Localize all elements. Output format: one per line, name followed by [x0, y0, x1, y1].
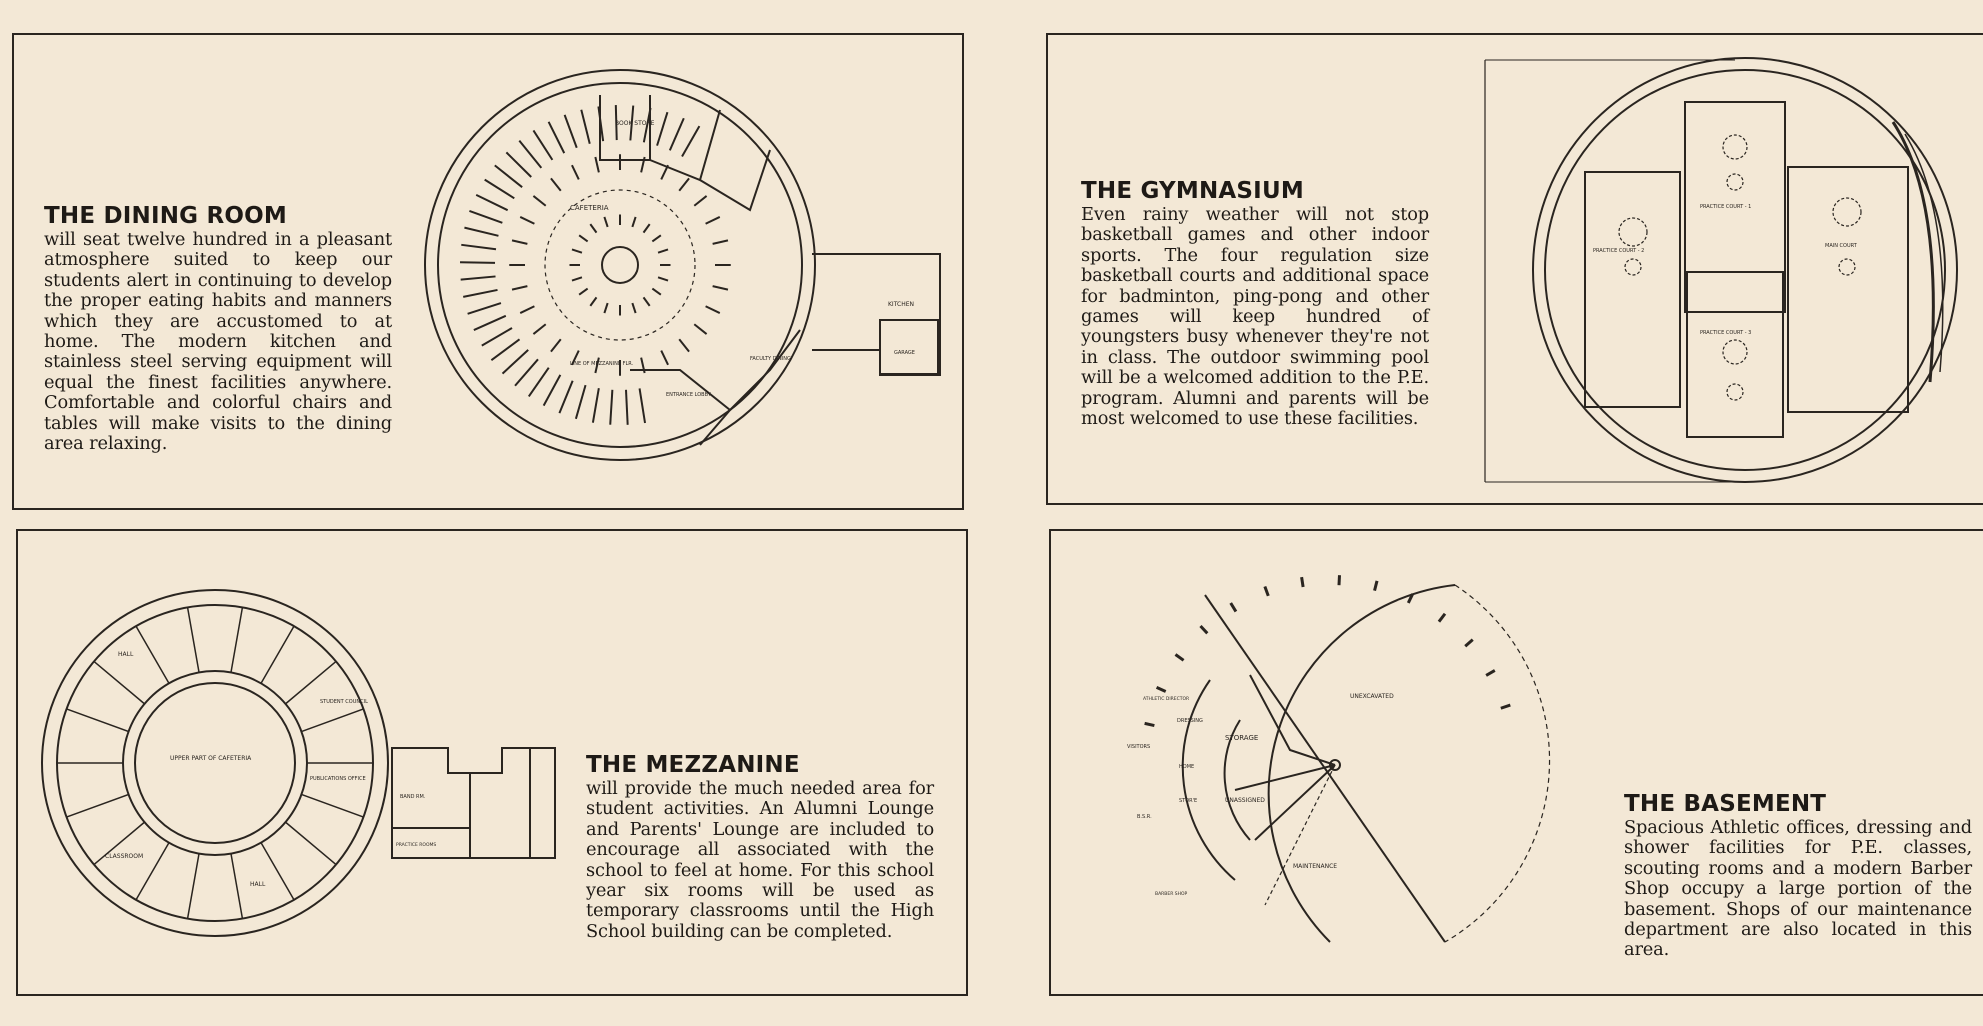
dining-table [463, 290, 497, 297]
dining-table [506, 152, 531, 177]
dining-table [657, 112, 667, 145]
dining-table [512, 286, 527, 290]
room-divider [261, 626, 294, 683]
dining-table [644, 224, 650, 232]
dining-table [520, 306, 534, 313]
room-divider [231, 854, 242, 919]
dining-room-description: will seat twelve hundred in a pleasant atmosphere suited to keep our students alert in continuing to develop the proper eating habits and manners which they are accustomed to at home. The modern kitchen and stainless steel serving equipment will equal the finest facilities anywhere. Comfortable and colorful chairs and tables will make visits to the dining area relaxing. [44, 229, 392, 455]
dining-table [551, 178, 561, 190]
dining-table [495, 165, 522, 187]
dining-table [476, 195, 507, 210]
dining-table [652, 289, 660, 295]
room-divider [136, 843, 169, 900]
dining-table [572, 165, 579, 179]
barber-shop-label: BARBER SHOP [1155, 892, 1188, 897]
column-marker [1300, 577, 1304, 587]
room-divider [285, 822, 336, 864]
dining-table [670, 118, 684, 150]
dining-table [706, 217, 720, 224]
dining-table [491, 339, 519, 360]
gymnasium-text [1081, 179, 1429, 429]
dining-room-floor-plan [420, 70, 960, 470]
dining-table [713, 240, 728, 244]
dining-table [706, 306, 720, 313]
dining-table [604, 217, 607, 227]
dining-table [533, 130, 552, 159]
column-marker [1485, 669, 1495, 677]
dining-table [713, 286, 728, 290]
column-marker [1337, 575, 1340, 585]
gymnasium-title: THE GYMNASIUM [1081, 178, 1304, 204]
dining-table [572, 249, 582, 252]
dining-table [661, 351, 668, 365]
dining-table [604, 303, 607, 313]
dining-table [533, 196, 545, 206]
mezzanine-description: will provide the much needed area for student activities. An Alumni Lounge and Parents' Lounge are included to encourage all associated with the school to feel at home. For this school year six rooms will be used as temporary classrooms until the High School building can be completed. [586, 778, 934, 942]
dining-table [559, 381, 572, 413]
dining-table [658, 249, 668, 252]
dining-table [579, 235, 587, 241]
storage-small-label: STOR'E [1179, 798, 1198, 804]
dining-table [590, 224, 596, 232]
column-marker [1229, 602, 1237, 612]
dining-table [544, 375, 561, 406]
dining-table [572, 277, 582, 280]
garage-label: GARAGE [894, 350, 915, 356]
column-marker [1438, 613, 1446, 623]
column-marker [1156, 686, 1166, 693]
dining-table [464, 228, 498, 236]
dining-table [661, 165, 668, 179]
dining-table [482, 328, 512, 346]
dining-table [679, 178, 689, 190]
column-marker [1464, 638, 1473, 647]
dining-room-text [44, 204, 392, 454]
dining-table [469, 211, 502, 223]
bsr-label: B.S.R. [1137, 814, 1152, 820]
dining-table [581, 110, 589, 144]
dining-table [644, 297, 650, 305]
student-council-label: STUDENT COUNCIL [320, 699, 368, 705]
dining-table [576, 385, 586, 419]
upper-cafeteria-label: UPPER PART OF CAFETERIA [170, 755, 252, 762]
dining-table [515, 359, 538, 385]
hall-label-1: HALL [118, 651, 134, 658]
gymnasium-floor-plan [1475, 52, 1955, 492]
column-marker [1144, 722, 1154, 727]
basement-text [1624, 792, 1972, 961]
dining-table [694, 196, 706, 206]
publications-office-label: PUBLICATIONS OFFICE [310, 776, 366, 782]
home-label: HOME [1179, 764, 1195, 770]
dining-table [519, 141, 541, 168]
maintenance-label: MAINTENANCE [1293, 863, 1338, 870]
dining-table [460, 262, 495, 263]
dining-table [590, 297, 596, 305]
room-divider [67, 709, 129, 732]
cafeteria-label: CAFETERIA [570, 204, 609, 212]
band-room-label: BAND RM. [400, 794, 426, 800]
dining-table [512, 240, 527, 244]
dining-table [474, 316, 506, 330]
faculty-dining-label: FACULTY DINING [750, 356, 791, 362]
room-divider [94, 661, 145, 703]
dining-table [632, 217, 635, 227]
dining-table [485, 180, 515, 199]
basement-title: THE BASEMENT [1624, 791, 1827, 817]
dining-table [579, 289, 587, 295]
mezzanine-text [586, 753, 934, 942]
practice-court-3-label: PRACTICE COURT - 3 [1700, 330, 1752, 336]
entrance-lobby-label: ENTRANCE LOBBY [666, 392, 711, 398]
dining-table [652, 235, 660, 241]
dining-table [549, 122, 565, 153]
gymnasium-description: Even rainy weather will not stop basketball games and other indoor sports. The four regulation size basketball courts and additional space for badminton, ping-pong and other games will keep hundred of youngsters busy whenever they're not in class. The outdoor swimming pool will be a welcomed addition to the P.E. program. Alumni and parents will be most welcomed to use these facilities. [1081, 204, 1429, 430]
hall-label-2: HALL [250, 881, 266, 888]
kitchen-label: KITCHEN [888, 301, 914, 308]
unassigned-label: UNASSIGNED [1225, 797, 1265, 804]
column-marker [1500, 704, 1510, 710]
unexcavated-label: UNEXCAVATED [1350, 693, 1394, 700]
dining-table [461, 245, 496, 249]
dining-table [461, 276, 496, 279]
room-divider [188, 854, 199, 919]
dining-table [610, 390, 612, 425]
dining-table [658, 277, 668, 280]
dining-table [533, 324, 545, 334]
mezzanine-line-label: LINE OF MEZZANINE FLR. [570, 361, 634, 367]
dining-room-title: THE DINING ROOM [44, 203, 287, 229]
dining-table [694, 324, 706, 334]
dining-table [679, 339, 689, 351]
dining-table [565, 115, 577, 148]
basement-description: Spacious Athletic offices, dressing and shower facilities for P.E. classes, scouting rooms and a modern Barber Shop occupy a large portion of the basement. Shops of our maintenance department are also located in this area. [1624, 817, 1972, 961]
dining-table [593, 388, 599, 422]
dining-table [520, 217, 534, 224]
mezzanine-title: THE MEZZANINE [586, 752, 800, 778]
practice-rooms-label: PRACTICE ROOMS [396, 843, 437, 848]
dining-table [468, 303, 501, 314]
column-marker [1199, 625, 1208, 634]
dining-table [503, 350, 529, 374]
dining-table [640, 388, 645, 423]
basement-floor-plan [1115, 550, 1555, 970]
dining-table [551, 339, 561, 351]
dining-table [595, 157, 599, 172]
room-divider [301, 794, 363, 817]
book-store-label: BOOK STORE [615, 120, 655, 127]
classroom-label: CLASSROOM [105, 853, 144, 860]
practice-court-1-label: PRACTICE COURT - 1 [1700, 204, 1752, 210]
room-divider [285, 661, 336, 703]
dressing-label: DRESSING [1177, 718, 1203, 724]
practice-court-2-label: PRACTICE COURT - 2 [1593, 248, 1645, 254]
room-divider [261, 843, 294, 900]
room-divider [188, 607, 199, 672]
room-divider [301, 709, 363, 732]
room-divider [231, 607, 242, 672]
main-court-label: MAIN COURT [1825, 243, 1857, 249]
visitors-label: VISITORS [1127, 744, 1151, 750]
dining-table [682, 126, 699, 156]
dining-table [632, 303, 635, 313]
athletic-director-label: ATHLETIC DIRECTOR [1143, 697, 1190, 702]
column-marker [1373, 581, 1378, 591]
dining-table [529, 368, 549, 397]
room-divider [67, 794, 129, 817]
column-marker [1263, 586, 1269, 596]
storage-label: STORAGE [1225, 734, 1259, 742]
room-divider [136, 626, 169, 683]
dining-table [626, 390, 628, 425]
column-marker [1175, 653, 1185, 661]
mezzanine-floor-plan [40, 588, 560, 938]
